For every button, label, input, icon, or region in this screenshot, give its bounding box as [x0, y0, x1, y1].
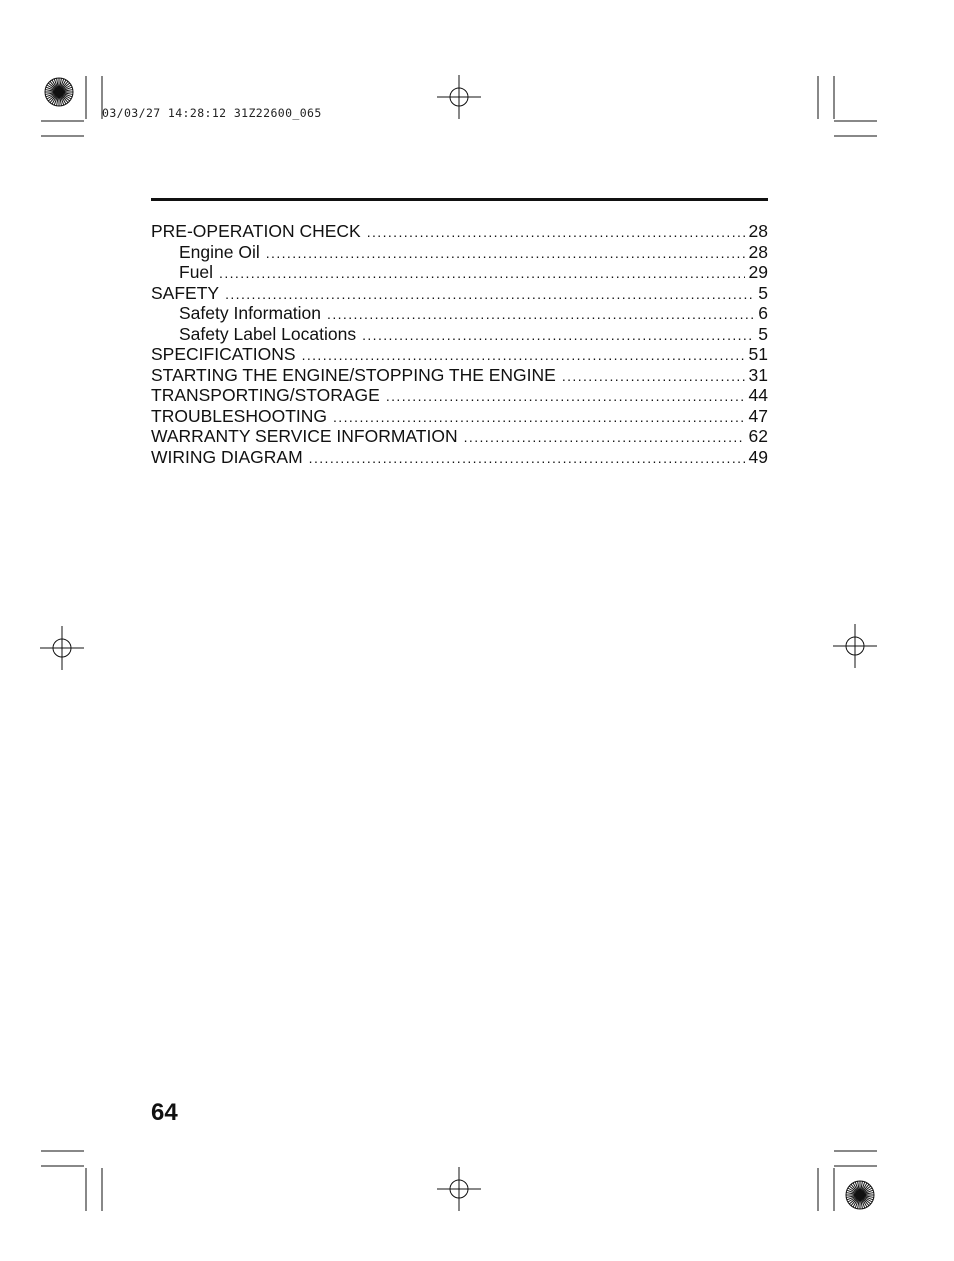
dot-leader: [367, 221, 745, 242]
index-entry: [151, 426, 768, 447]
index-entry: [151, 447, 768, 468]
index-entry-label: SAFETY: [151, 282, 220, 303]
index-entry-label: WARRANTY SERVICE INFORMATION: [151, 426, 458, 446]
dot-leader: [219, 262, 744, 283]
index-entry-label: STARTING THE ENGINE/STOPPING THE ENGINE: [151, 364, 556, 385]
index-entry: [151, 221, 768, 242]
index-entry-page: 5: [758, 323, 768, 344]
dot-leader: [225, 283, 754, 304]
index-subentry: [151, 303, 768, 324]
starburst-mark-bottom-right: [846, 1181, 874, 1209]
header-rule: [151, 198, 768, 201]
index-entry-label: Safety Information: [179, 303, 322, 323]
index-entry: [151, 385, 768, 406]
index-entry: [151, 283, 768, 304]
page-number: 64: [151, 1099, 178, 1126]
index-subentry: [151, 262, 768, 283]
dot-leader: [562, 365, 745, 386]
index-entry-label: WIRING DIAGRAM: [151, 446, 303, 467]
index-entry: [151, 406, 768, 427]
index-subentry: [151, 242, 768, 263]
index-entry-page: 5: [758, 282, 768, 303]
dot-leader: [464, 426, 745, 447]
index-entry-page: 28: [748, 241, 768, 262]
index-entry-page: 44: [748, 385, 768, 405]
index-entry-page: 29: [748, 262, 768, 282]
index-entry-label: SPECIFICATIONS: [151, 344, 296, 364]
index-entry: [151, 365, 768, 386]
starburst-mark-top-left: [45, 78, 73, 106]
dot-leader: [327, 303, 754, 324]
index-entry-page: 51: [748, 344, 768, 364]
dot-leader: [266, 242, 745, 263]
index-entry-label: Fuel: [179, 262, 214, 282]
index-entry-page: 31: [748, 364, 768, 385]
index-entry-page: 6: [758, 303, 768, 323]
index-entry-label: Engine Oil: [179, 241, 260, 262]
index-entry-label: PRE-OPERATION CHECK: [151, 221, 361, 241]
index-entry-label: Safety Label Locations: [179, 323, 357, 344]
dot-leader: [302, 344, 745, 365]
index-list: [151, 221, 768, 467]
print-timestamp: 03/03/27 14:28:12 31Z22600_065: [102, 106, 322, 120]
index-entry-page: 49: [748, 446, 768, 467]
index-entry: [151, 344, 768, 365]
index-entry-label: TROUBLESHOOTING: [151, 405, 327, 426]
index-entry-label: TRANSPORTING/STORAGE: [151, 385, 380, 405]
dot-leader: [309, 447, 745, 468]
dot-leader: [333, 406, 745, 427]
index-entry-page: 28: [748, 221, 768, 241]
dot-leader: [386, 385, 745, 406]
index-subentry: [151, 324, 768, 345]
dot-leader: [362, 324, 754, 345]
index-entry-page: 62: [748, 426, 768, 446]
index-entry-page: 47: [748, 405, 768, 426]
